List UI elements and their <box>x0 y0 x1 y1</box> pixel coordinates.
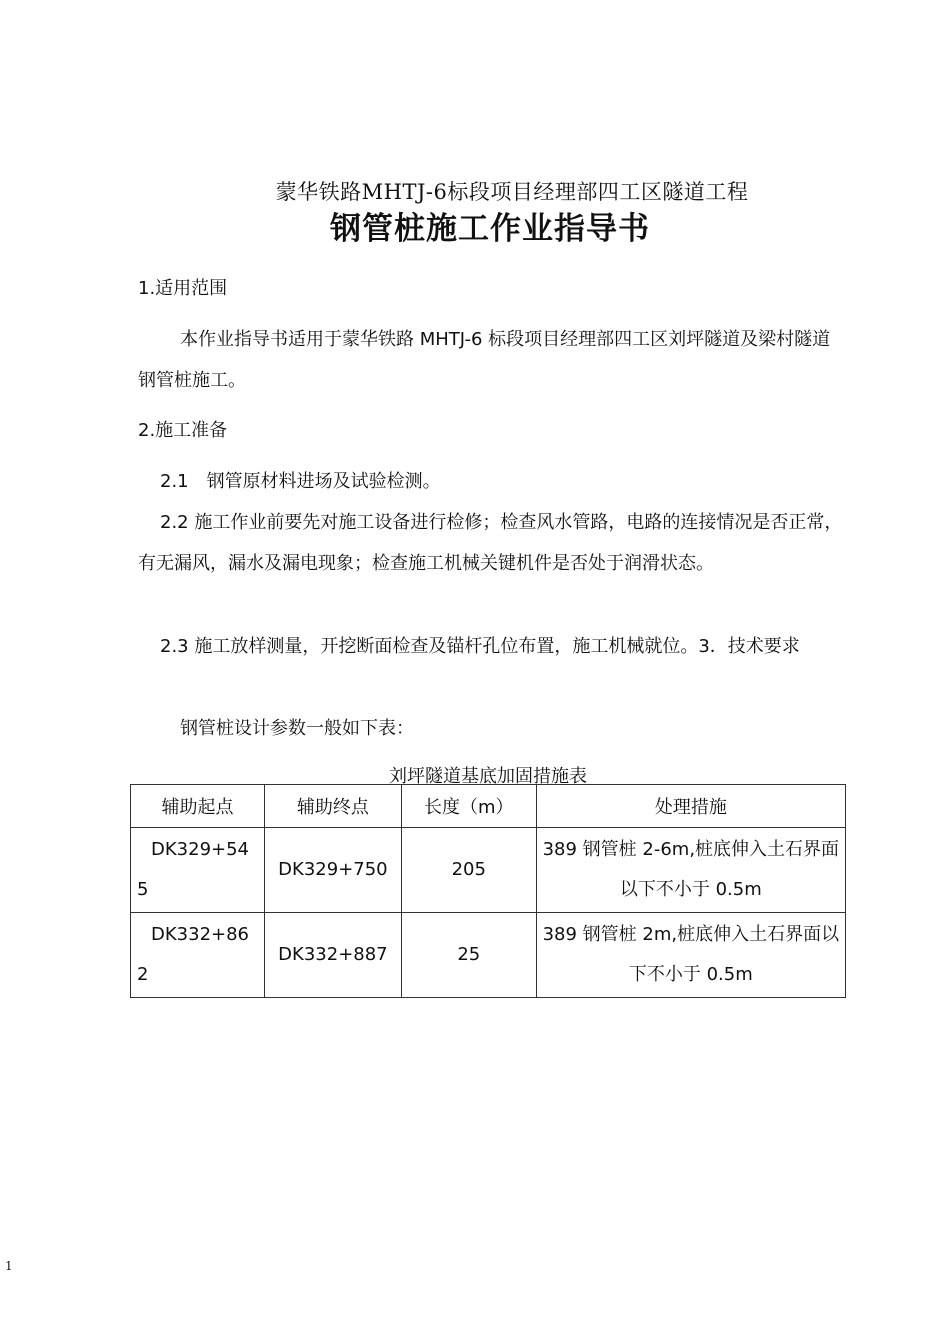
section-2-1-paragraph: 2.1 钢管原材料进场及试验检测。 <box>160 471 441 492</box>
table-header-row <box>131 785 846 828</box>
cell-measure: 389 钢管桩 2-6m,桩底伸入土石界面以下不小于 0.5m <box>536 828 845 913</box>
document-subtitle: 蒙华铁路MHTJ-6标段项目经理部四工区隧道工程 <box>275 180 749 204</box>
cell-length: 25 <box>401 913 536 998</box>
document-title: 钢管桩施工作业指导书 <box>330 211 650 247</box>
section-2-2-paragraph: 2.2 施工作业前要先对施工设备进行检修；检查风水管路，电路的连接情况是否正常，有无漏风，漏水及漏电现象；检查施工机械关键机件是否处于润滑状态。 <box>138 512 843 574</box>
table-caption: 刘坪隧道基底加固措施表 <box>389 766 587 787</box>
reinforcement-table <box>130 784 846 998</box>
cell-length: 205 <box>401 828 536 913</box>
header-length: 长度（m） <box>401 785 536 828</box>
cell-start: DK332+86 2 <box>131 913 265 998</box>
header-measure: 处理措施 <box>536 785 845 828</box>
cell-start: DK329+54 5 <box>131 828 265 913</box>
cell-measure: 389 钢管桩 2m,桩底伸入土石界面以下不小于 0.5m <box>536 913 845 998</box>
section-1-heading: 1.适用范围 <box>138 278 228 299</box>
cell-end: DK332+887 <box>264 913 401 998</box>
section-2-3-paragraph: 2.3 施工放样测量，开挖断面检查及锚杆孔位布置，施工机械就位。3．技术要求 <box>160 636 800 657</box>
section-2-heading: 2.施工准备 <box>138 420 228 441</box>
cell-end: DK329+750 <box>264 828 401 913</box>
section-1-paragraph: 本作业指导书适用于蒙华铁路 MHTJ-6 标段项目经理部四工区刘坪隧道及梁村隧道钢管桩施工。 <box>138 329 831 391</box>
table-row <box>131 828 846 913</box>
section-3-paragraph: 钢管桩设计参数一般如下表： <box>180 718 414 739</box>
header-end: 辅助终点 <box>264 785 401 828</box>
table-row <box>131 913 846 998</box>
header-start: 辅助起点 <box>131 785 265 828</box>
page-number: 1 <box>5 1259 13 1273</box>
